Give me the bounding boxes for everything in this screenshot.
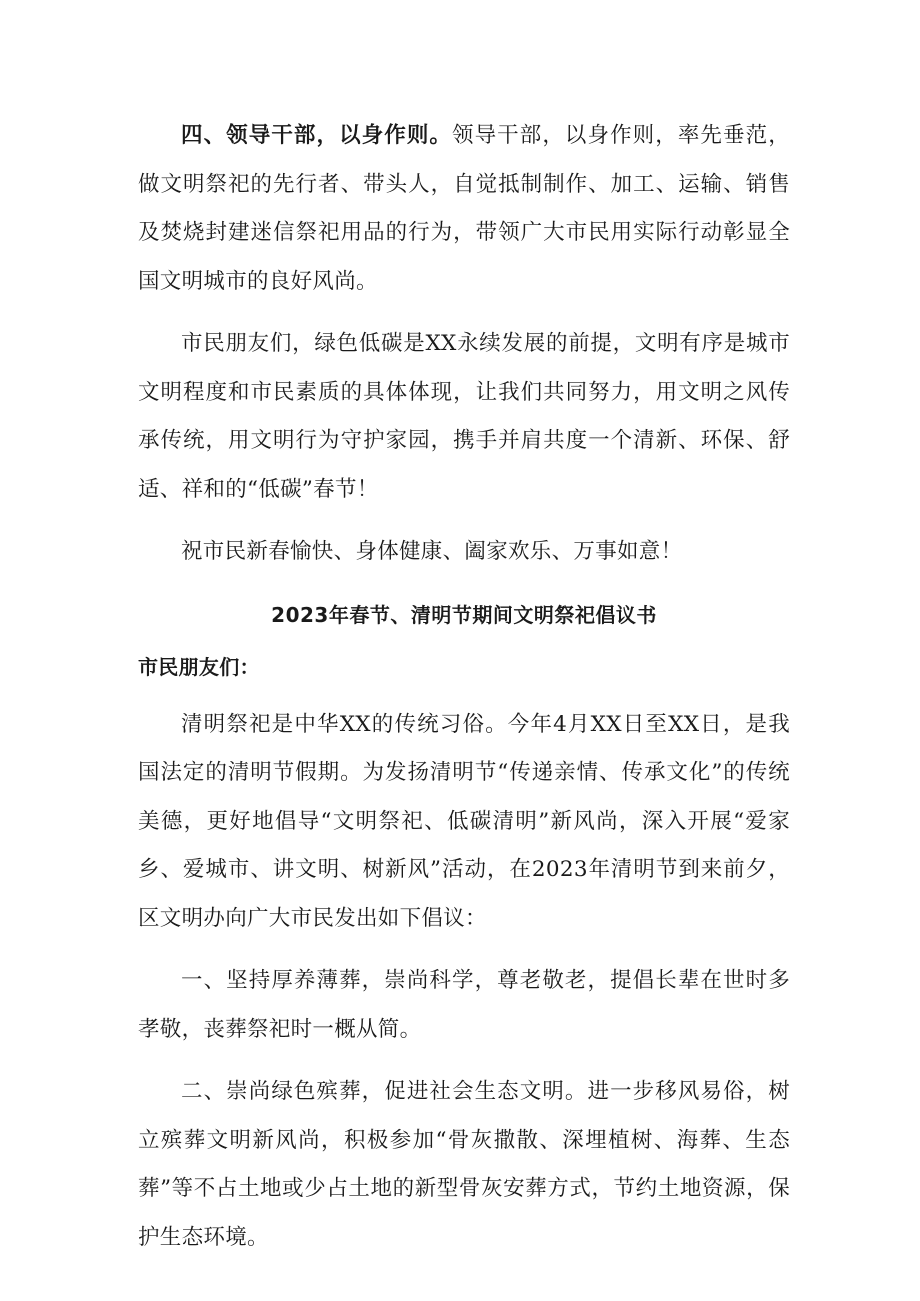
proposal-item-1: 一、坚持厚养薄葬，崇尚科学，尊老敬老，提倡长辈在世时多孝敬，丧葬祭祀时一概从简。 [138,968,790,1042]
paragraph-appeal: 市民朋友们，绿色低碳是XX永续发展的前提，文明有序是城市文明程度和市民素质的具体体现，让我们共同努力，用文明之风传承传统，用文明行为守护家园，携手并肩共度一个清新、环保、舒适、祥和的“低碳”春节！ [138,331,790,502]
paragraph-heading-bold: 四、领导干部，以身作则。 [181,123,453,148]
paragraph-wishes: 祝市民新春愉快、身体健康、阖家欢乐、万事如意！ [181,539,683,564]
paragraph-intro: 清明祭祀是中华XX的传统习俗。今年4月XX日至XX日，是我国法定的清明节假期。为发扬清明节“传递亲情、传承文化”的传统美德，更好地倡导“文明祭祀、低碳清明”新风尚，深入开展“爱家乡、爱城市、讲文明、树新风”活动，在2023年清明节到来前夕，区文明办向广大市民发出如下倡议： [138,711,790,931]
paragraph-leaders-example [138,112,790,306]
document-body [138,112,790,1276]
paragraph-body: 领导干部，以身作则，率先垂范，做文明祭祀的先行者、带头人，自觉抵制制作、加工、运输、销售及焚烧封建迷信祭祀用品的行为，带领广大市民用实际行动彰显全国文明城市的良好风尚。 [138,123,790,294]
document-title: 2023年春节、清明节期间文明祭祀倡议书 [271,602,657,627]
salutation: 市民朋友们： [138,654,260,679]
proposal-item-2: 二、崇尚绿色殡葬，促进社会生态文明。进一步移风易俗，树立殡葬文明新风尚，积极参加“骨灰撒散、深埋植树、海葬、生态葬”等不占土地或少占土地的新型骨灰安葬方式，节约土地资源，保护生态环境。 [138,1079,790,1250]
